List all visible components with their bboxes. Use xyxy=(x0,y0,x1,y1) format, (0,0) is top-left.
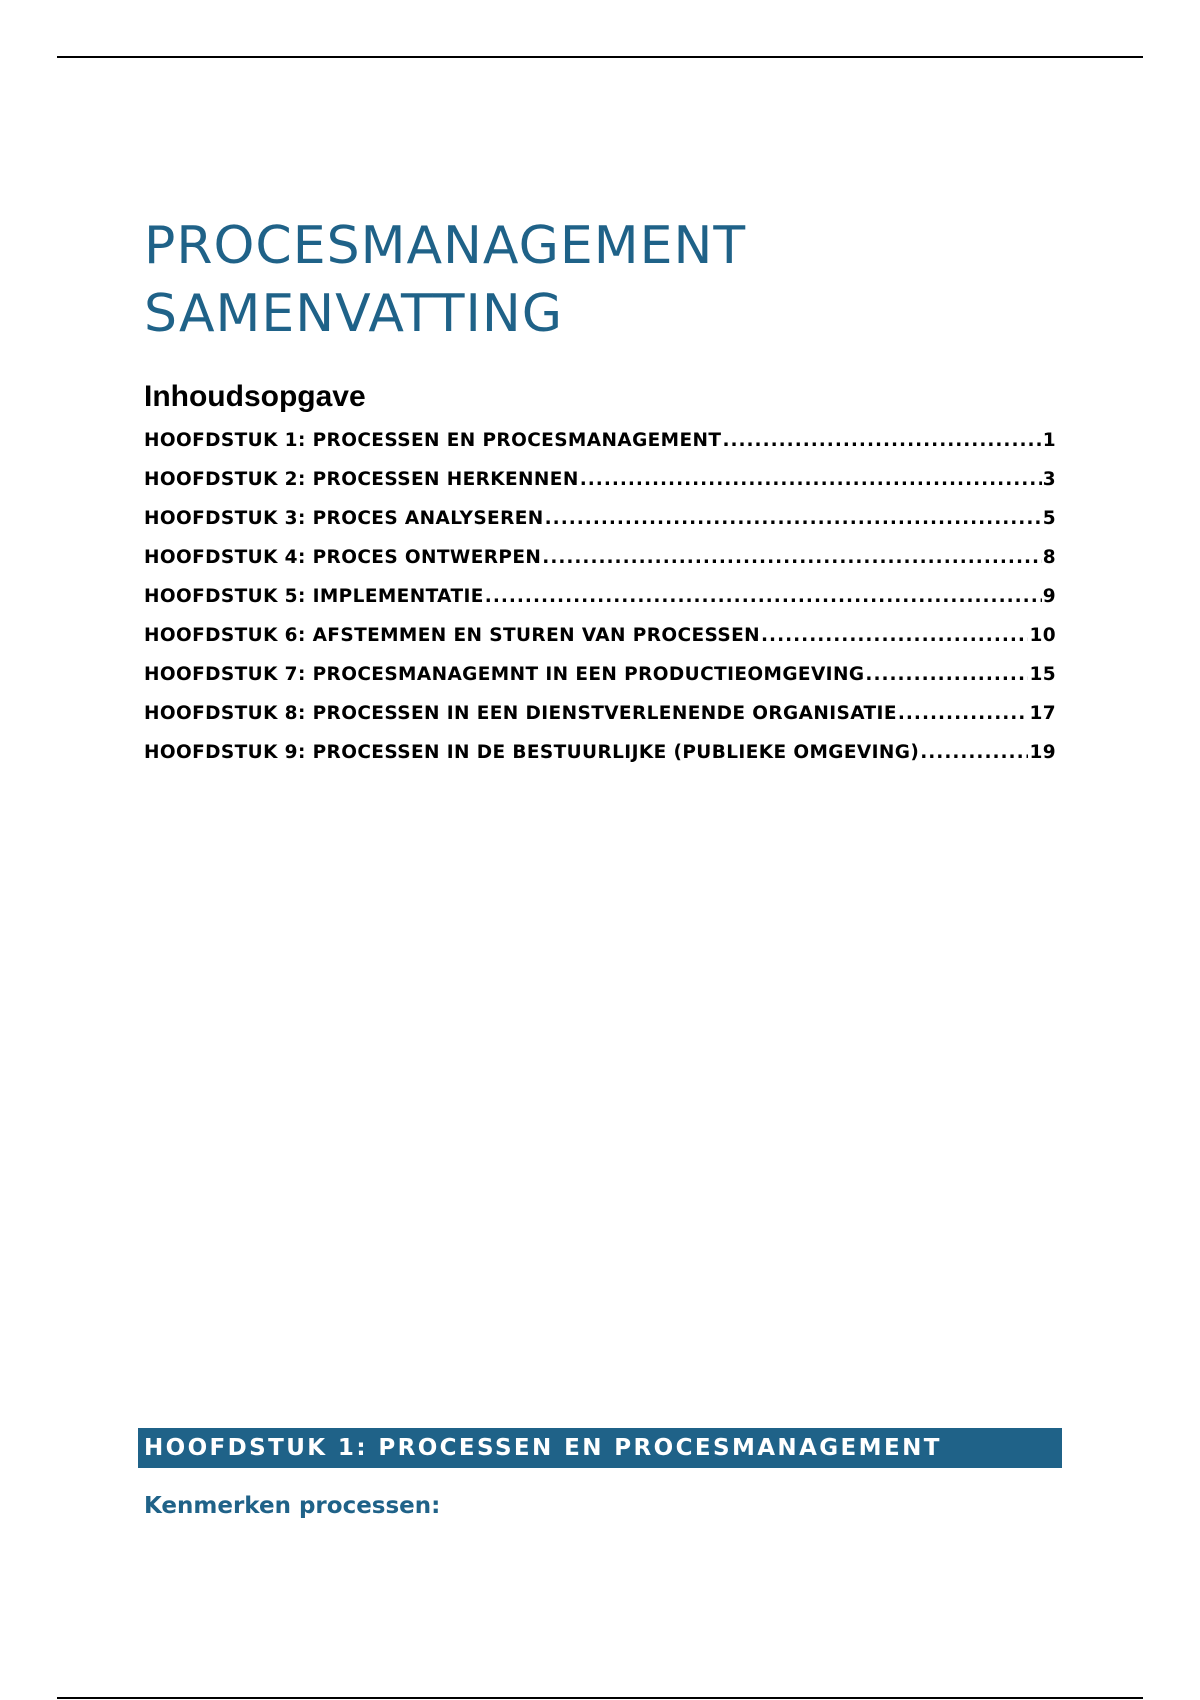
document-title-line-1: PROCESMANAGEMENT xyxy=(144,216,747,276)
chapter-heading-bar xyxy=(138,1428,1062,1468)
toc-entry-label: HOOFDSTUK 5: IMPLEMENTATIE xyxy=(144,586,484,607)
toc-entry-label: HOOFDSTUK 3: PROCES ANALYSEREN xyxy=(144,508,544,529)
toc-entry-page: 15 xyxy=(1029,664,1056,685)
toc-entry-chapter-3[interactable] xyxy=(144,508,1056,547)
toc-dot-leader xyxy=(485,586,1042,607)
toc-entry-label: HOOFDSTUK 2: PROCESSEN HERKENNEN xyxy=(144,469,579,490)
toc-dot-leader xyxy=(920,742,1028,763)
document-title xyxy=(144,212,746,348)
section-subheading: Kenmerken processen: xyxy=(144,1493,441,1519)
chapter-heading: HOOFDSTUK 1: PROCESSEN EN PROCESMANAGEMENT xyxy=(144,1435,942,1461)
toc-entry-chapter-7[interactable] xyxy=(144,664,1056,703)
footer-rule xyxy=(57,1697,1143,1699)
toc-entry-label: HOOFDSTUK 6: AFSTEMMEN EN STUREN VAN PROCESSEN xyxy=(144,625,761,646)
toc-entry-label: HOOFDSTUK 1: PROCESSEN EN PROCESMANAGEMENT xyxy=(144,430,722,451)
toc-entry-page: 10 xyxy=(1029,625,1056,646)
toc-entry-label: HOOFDSTUK 8: PROCESSEN IN EEN DIENSTVERLENENDE ORGANISATIE xyxy=(144,703,897,724)
document-title-line-2: SAMENVATTING xyxy=(144,284,564,344)
toc-entry-page: 3 xyxy=(1042,469,1056,490)
toc-entry-page: 1 xyxy=(1042,430,1056,451)
header-rule xyxy=(57,56,1143,58)
toc-entry-page: 8 xyxy=(1042,547,1056,568)
toc-entry-label: HOOFDSTUK 9: PROCESSEN IN DE BESTUURLIJKE (PUBLIEKE OMGEVING) xyxy=(144,742,920,763)
toc-entry-chapter-8[interactable] xyxy=(144,703,1056,742)
toc-entry-page: 5 xyxy=(1042,508,1056,529)
toc-entry-page: 19 xyxy=(1029,742,1056,763)
toc-dot-leader xyxy=(761,625,1028,646)
table-of-contents xyxy=(144,430,1056,781)
toc-dot-leader xyxy=(865,664,1028,685)
toc-entry-chapter-2[interactable] xyxy=(144,469,1056,508)
toc-entry-chapter-5[interactable] xyxy=(144,586,1056,625)
toc-entry-chapter-9[interactable] xyxy=(144,742,1056,781)
toc-entry-label: HOOFDSTUK 7: PROCESMANAGEMNT IN EEN PRODUCTIEOMGEVING xyxy=(144,664,865,685)
toc-dot-leader xyxy=(898,703,1029,724)
toc-dot-leader xyxy=(580,469,1042,490)
toc-entry-page: 9 xyxy=(1042,586,1056,607)
toc-dot-leader xyxy=(545,508,1042,529)
toc-entry-chapter-4[interactable] xyxy=(144,547,1056,586)
toc-heading: Inhoudsopgave xyxy=(144,380,366,413)
toc-entry-label: HOOFDSTUK 4: PROCES ONTWERPEN xyxy=(144,547,542,568)
toc-entry-page: 17 xyxy=(1029,703,1056,724)
toc-dot-leader xyxy=(722,430,1041,451)
toc-entry-chapter-1[interactable] xyxy=(144,430,1056,469)
toc-dot-leader xyxy=(542,547,1041,568)
toc-entry-chapter-6[interactable] xyxy=(144,625,1056,664)
